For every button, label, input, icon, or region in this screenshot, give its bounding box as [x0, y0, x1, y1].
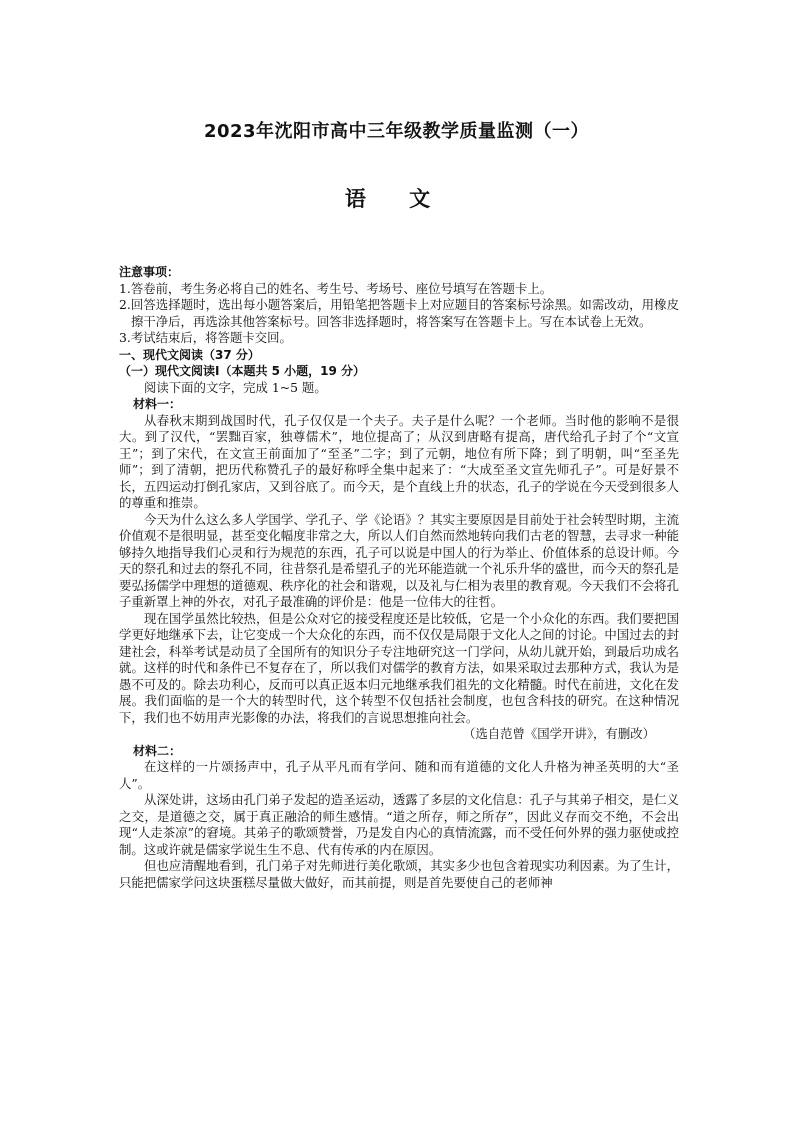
notes-heading: 注意事项：: [119, 265, 180, 279]
material-1-paragraph: 从春秋末期到战国时代，孔子仅仅是一个夫子。夫子是什么呢？一个老师。当时他的影响不是很大。到了汉代，“罢黜百家，独尊儒术”，地位提高了；从汉到唐略有提高，唐代给孔子封了个“文宣王”；到了宋代，在文宣王前面加了“至圣”二字；到了元朝，地位有所下降；到了明朝，叫“至圣先师”；到了清朝，把历代称赞孔子的最好称呼全集中起来了：“大成至圣文宣先师孔子”。可是好景不长，五四运动打倒孔家店，又到谷底了。而今天，是个直线上升的状态，孔子的学说在今天受到很多人的尊重和推崇。: [119, 412, 679, 510]
sub-section-heading: （一）现代文阅读Ⅰ（本题共 5 小题，19 分）: [119, 364, 366, 378]
material-2-paragraph: 从深处讲，这场由孔门弟子发起的造圣运动，透露了多层的文化信息：孔子与其弟子相交，是仁义之交，是道德之交，属于真正融洽的师生感情。“道之所存，师之所存”，因此义存而交不绝，不会出现“人走茶凉”的窘境。其弟子的歌颂赞誉，乃是发自内心的真情流露，而不受任何外界的强力驱使或控制。这或许就是儒家学说生生不息、代有传承的内在原因。: [119, 792, 679, 857]
note-item-1: 1.答卷前，考生务必将自己的姓名、考生号、考场号、座位号填写在答题卡上。: [119, 280, 553, 296]
exam-title: 2023年沈阳市高中三年级教学质量监测（一）: [203, 121, 590, 142]
material-1-source: （选自范曾《国学开讲》，有删改）: [462, 726, 655, 741]
note-item-3: 3.考试结束后，将答题卡交回。: [119, 330, 292, 345]
instruction: 阅读下面的文字，完成 1~5 题。: [144, 379, 327, 395]
section-heading: 一、现代文阅读（37 分）: [119, 347, 260, 362]
note-item-2: 2.回答选择题时，选出每小题答案后，用铅笔把答题卡上对应题目的答案标号涂黑。如需改动，用橡皮擦干净后，再选涂其他答案标号。回答非选择题时，将答案写在答题卡上。写在本试卷上无效。: [119, 297, 679, 329]
material-1-label: 材料一：: [133, 397, 182, 411]
material-2-paragraph: 但也应清醒地看到，孔门弟子对先师进行美化歌颂，其实多少也包含着现实功利因素。为了生计，只能把儒家学问这块蛋糕尽量做大做好，而其前提，则是首先要使自己的老师神: [119, 858, 679, 890]
material-2-paragraph: 在这样的一片颂扬声中，孔子从平凡而有学问、随和而有道德的文化人升格为神圣英明的大“圣人”。: [119, 759, 679, 791]
subject-title: 语 文: [344, 187, 449, 211]
material-1-paragraph: 现在国学虽然比较热，但是公众对它的接受程度还是比较低，它是一个小众化的东西。我们要把国学更好地继承下去，让它变成一个大众化的东西，而不仅仅是局限于文化人之间的讨论。中国过去的封建社会，科举考试是动员了全国所有的知识分子专注地研究这一门学问，从幼儿就开始，到最后功成名就。这样的时代和条件已不复存在了，所以我们对儒学的教育方法，如果采取过去那种方式，我认为是愚不可及的。除去功利心，反而可以真正返本归元地继承我们祖先的文化精髓。时代在前进，文化在发展。我们面临的是一个大的转型时代，这个转型不仅包括社会制度，也包含科技的研究。在这种情况下，我们也不妨用声光影像的办法，将我们的言说思想推向社会。: [119, 610, 679, 725]
material-2-label: 材料二：: [133, 743, 182, 758]
exam-body: [119, 264, 679, 891]
material-1-paragraph: 今天为什么这么多人学国学、学孔子、学《论语》？其实主要原因是目前处于社会转型时期，主流价值观不是很明显，甚至变化幅度非常之大，所以人们自然而然地转向我们古老的智慧，去寻求一种能够持久地指导我们心灵和行为规范的东西，孔子可以说是中国人的行为举止、价值体系的总设计师。今天的祭孔和过去的祭孔不同，往昔祭孔是希望孔子的光环能造就一个礼乐升华的盛世，而今天的祭孔是要弘扬儒学中理想的道德观、秩序化的社会和谐观，以及礼与仁相为表里的教育观。今天我们不会将孔子重新罩上神的外衣，对孔子最准确的评价是：他是一位伟大的往哲。: [119, 511, 679, 609]
